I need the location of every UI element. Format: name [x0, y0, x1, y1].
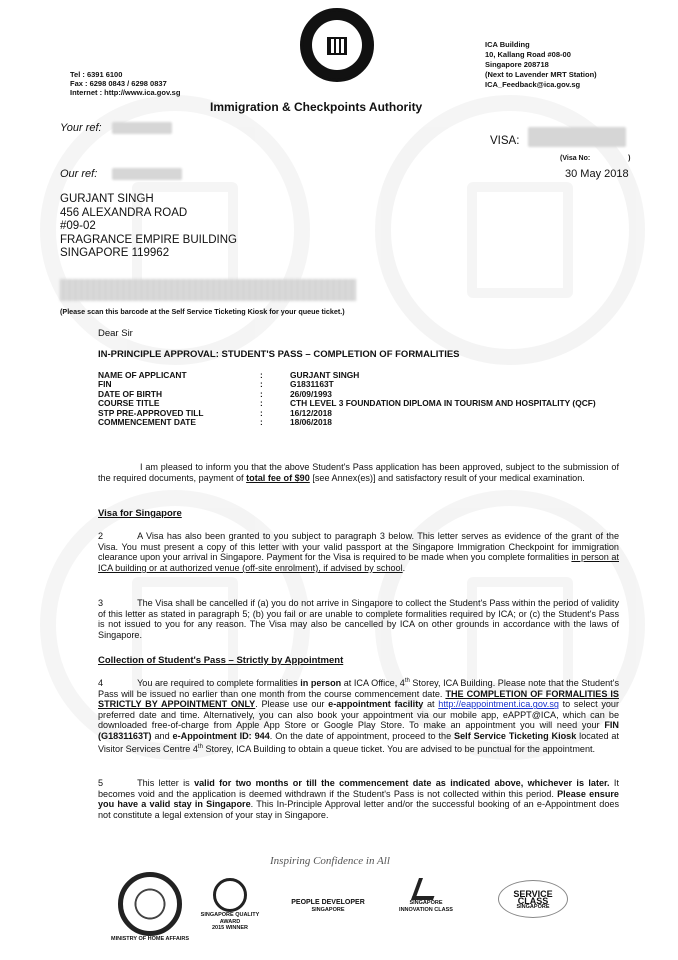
paragraph-4: 4 You are required to complete formalities in person at ICA Office, 4th Storey, ICA Building. Please note that the Student's Pass will be issued no earlier than one month from the course commencement date. THE COMPLETION OF FORMALITIES IS STRICTLY BY APPOINTMENT ONLY. Please use our e-appointment facility at http://eappointment.ica.gov.sg to select your preferred date and time. Alternatively, you can also book your appointment via our mobile app, eAPPT@ICA, which can be downloaded free-of-charge from Apple App Store or Google Play Store. To make an appointment you will need your FIN (G1831163T) and e-Appointment ID: 944. On the date of appointment, proceed to the Self Service Ticketing Kiosk located at Visitor Services Centre 4th Storey, ICA Building to obtain a queue ticket. You are advised to be punctual for the appointment.	[98, 678, 620, 754]
your-ref-label: Your ref:	[60, 122, 102, 134]
address-line: Singapore 208718	[485, 60, 549, 69]
award-name: PEOPLE DEVELOPER	[291, 899, 365, 906]
contact-info	[70, 70, 180, 97]
redacted-barcode	[60, 279, 356, 301]
award-sub: 2015 WINNER	[211, 925, 249, 931]
award-name: SERVICE CLASS	[513, 889, 553, 906]
motto: Inspiring Confidence in All	[270, 855, 390, 867]
recipient-line: #09-02	[60, 220, 96, 232]
salutation: Dear Sir	[98, 328, 133, 339]
award-logos	[0, 870, 678, 960]
detail-label: STP PRE-APPROVED TILL	[98, 407, 204, 418]
total-fee: total fee of $90	[246, 472, 310, 483]
service-class-logo	[490, 880, 576, 918]
ica-address	[485, 40, 597, 90]
applicant-details	[98, 371, 610, 427]
detail-row	[98, 380, 610, 389]
detail-value: GURJANT SINGH	[290, 370, 360, 380]
detail-value: 16/12/2018	[290, 407, 332, 418]
detail-label: NAME OF APPLICANT	[98, 370, 187, 380]
detail-row	[98, 371, 610, 380]
visa-no-field	[560, 155, 630, 162]
internet-text: Internet : http://www.ica.gov.sg	[70, 88, 181, 97]
award-sub: SINGAPORE	[311, 906, 345, 913]
detail-value: G1831163T	[290, 379, 334, 390]
recipient-line: GURJANT SINGH	[60, 193, 154, 205]
sqa-logo	[200, 878, 260, 932]
award-name: SINGAPORE QUALITY AWARD	[200, 912, 260, 925]
intro-paragraph: I am pleased to inform you that the above Student's Pass application has been approved, subject to the submission of the required documents, payment of total fee of $90 [see Annex(es)] and satisfactory result of your medical examination.	[98, 462, 619, 483]
detail-colon: :	[260, 417, 263, 428]
address-line: 10, Kallang Road #08-00	[485, 50, 571, 59]
paragraph-5: 5 This letter is valid for two months or till the commencement date as indicated above, whichever is later. It becomes void and the application is deemed withdrawn if the Student's Pass is not collected within this period. Please ensure you have a valid stay in Singapore. This In-Principle Approval letter and/or the successful booking of an e-Appointment does not constitute a legal extension of your stay in Singapore.	[98, 778, 619, 820]
letter-date: 30 May 2018	[565, 168, 629, 180]
organization-name: Immigration & Checkpoints Authority	[210, 100, 423, 114]
recipient-address	[60, 193, 237, 261]
award-name: SINGAPORE INNOVATION CLASS	[399, 900, 453, 913]
eappointment-link[interactable]: http://eappointment.ica.gov.sg	[438, 699, 559, 710]
paragraph-2: 2 A Visa has also been granted to you subject to paragraph 3 below. This letter serves as evidence of the grant of the Visa. You must present a copy of this letter with your valid passport at the Singapore Immigration Checkpoint for immigration clearance upon your arrival in Singapore. Payment for the Visa is required to be made when you complete formalities in person at ICA building or at authorized venue (off-site enrolment), if advised by school.	[98, 531, 619, 573]
visa-no-label: (Visa No:	[560, 155, 591, 162]
innovation-class-logo	[396, 878, 456, 913]
redacted-ref	[112, 168, 182, 180]
visa-no-close: )	[628, 155, 631, 162]
paragraph-3: 3 The Visa shall be cancelled if (a) you do not arrive in Singapore to collect the Student's Pass within the period of validity of this letter as stated in paragraph 5; (b) you fail or are unable to complete formalities required by ICA; or (c) the Student's Pass is not issued to you for any reason. The Visa may also be cancelled by ICA on other grounds in accordance with the laws of Singapore.	[98, 598, 619, 640]
award-sub: SINGAPORE	[516, 904, 550, 910]
collection-heading: Collection of Student's Pass – Strictly by Appointment	[98, 655, 344, 666]
mha-logo	[110, 872, 190, 943]
detail-colon: :	[260, 370, 263, 380]
fax-text: Fax : 6298 0843 / 6298 0837	[70, 79, 167, 88]
people-developer-logo	[288, 900, 368, 913]
address-line: ICA Building	[485, 40, 530, 49]
address-line: (Next to Lavender MRT Station)	[485, 70, 597, 79]
detail-colon: :	[260, 388, 263, 399]
redacted-ref	[112, 122, 172, 134]
ica-crest-logo	[300, 8, 374, 82]
tel-text: Tel : 6391 6100	[70, 70, 123, 79]
recipient-line: FRAGRANCE EMPIRE BUILDING	[60, 233, 237, 246]
detail-colon: :	[260, 407, 263, 418]
detail-colon: :	[260, 398, 263, 409]
our-ref-label: Our ref:	[60, 168, 98, 180]
visa-heading: Visa for Singapore	[98, 508, 182, 519]
recipient-line: 456 ALEXANDRA ROAD	[60, 206, 188, 219]
detail-label: COURSE TITLE	[98, 398, 160, 409]
detail-label: COMMENCEMENT DATE	[98, 417, 197, 428]
detail-label: FIN	[98, 379, 112, 390]
detail-value: CTH LEVEL 3 FOUNDATION DIPLOMA IN TOURISM AND HOSPITALITY (QCF)	[290, 398, 596, 409]
visa-label: VISA:	[490, 135, 520, 147]
recipient-line: SINGAPORE 119962	[60, 247, 170, 259]
detail-value: 26/09/1993	[290, 388, 332, 399]
award-name: MINISTRY OF HOME AFFAIRS	[110, 936, 190, 942]
address-line: ICA_Feedback@ica.gov.sg	[485, 80, 581, 89]
redacted-visa	[528, 127, 626, 147]
detail-row	[98, 418, 610, 427]
letter-subject: IN-PRINCIPLE APPROVAL: STUDENT'S PASS – COMPLETION OF FORMALITIES	[98, 349, 460, 360]
detail-label: DATE OF BIRTH	[98, 388, 163, 399]
detail-colon: :	[260, 379, 263, 390]
scan-note: (Please scan this barcode at the Self Service Ticketing Kiosk for your queue ticket.)	[60, 307, 345, 316]
detail-value: 18/06/2018	[290, 417, 332, 428]
